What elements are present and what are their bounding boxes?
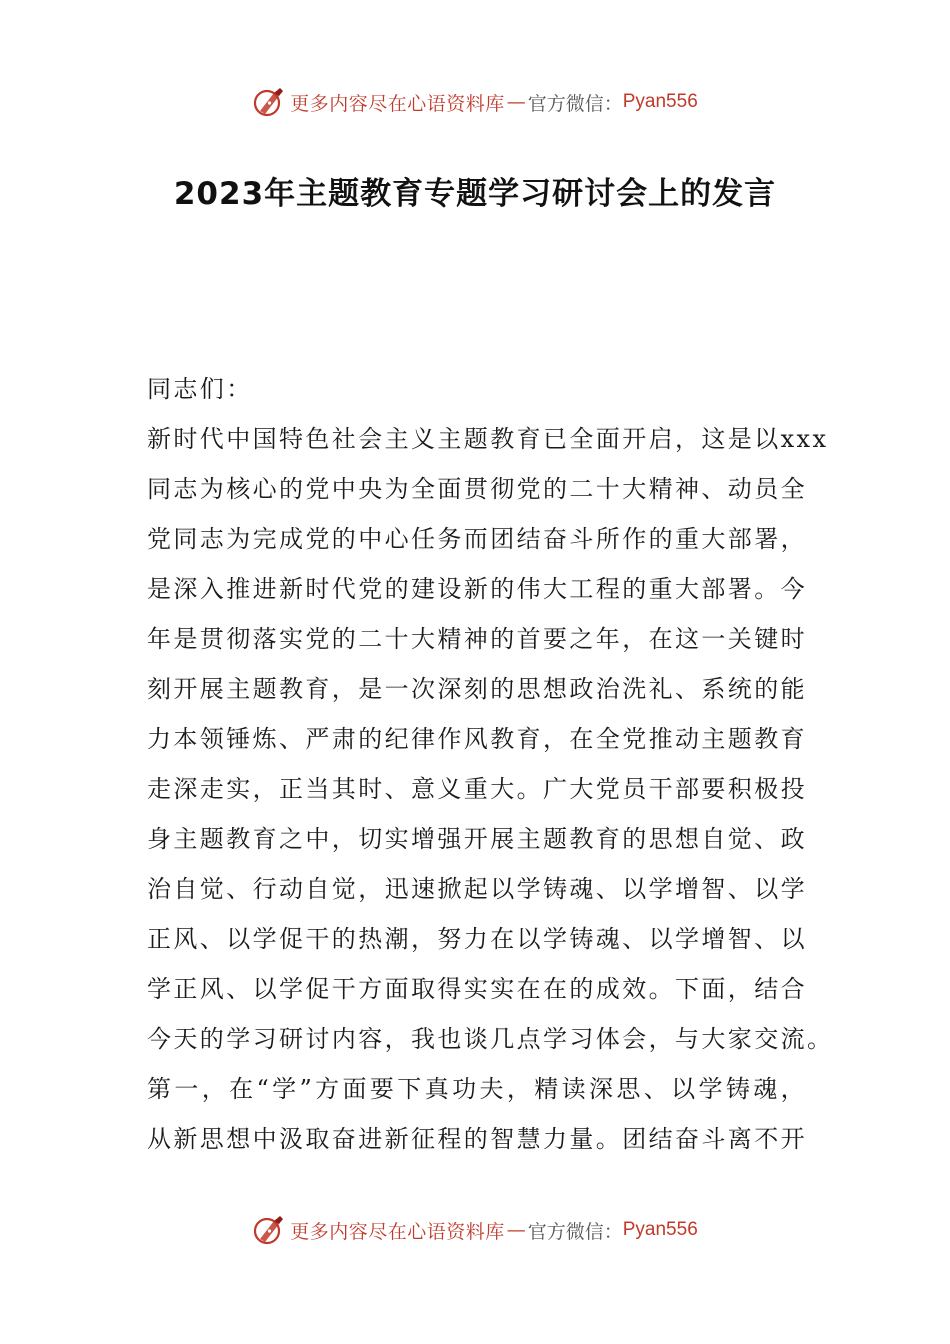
- body-line: 从新思想中汲取奋进新征程的智慧力量。团结奋斗离不开: [147, 1125, 807, 1153]
- header-banner: [0, 82, 950, 122]
- body-line: 正风、以学促干的热潮，努力在以学铸魂、以学增智、以: [147, 925, 807, 953]
- body-line: 党同志为完成党的中心任务而团结奋斗所作的重大部署，: [147, 525, 807, 553]
- pen-nib-logo-icon: [252, 1213, 286, 1247]
- body-line: 是深入推进新时代党的建设新的伟大工程的重大部署。今: [147, 575, 807, 603]
- banner-site-text: 更多内容尽在心语资料库: [290, 92, 505, 115]
- banner-separator: —: [506, 91, 526, 113]
- body-line: 治自觉、行动自觉，迅速掀起以学铸魂、以学增智、以学: [147, 875, 807, 903]
- banner-wechat-label: 官方微信：: [527, 92, 623, 115]
- body-line: 新时代中国特色社会主义主题教育已全面开启，这是以xxx: [147, 425, 829, 453]
- salutation: 同志们：: [147, 375, 253, 403]
- banner-separator: —: [506, 1219, 526, 1241]
- body-line: 学正风、以学促干方面取得实实在在的成效。下面，结合: [147, 975, 807, 1003]
- body-line: 身主题教育之中，切实增强开展主题教育的思想自觉、政: [147, 825, 807, 853]
- banner-wechat-id: Pyan556: [622, 1219, 698, 1240]
- body-line: 今天的学习研讨内容，我也谈几点学习体会，与大家交流。: [147, 1025, 834, 1053]
- banner-site-text: 更多内容尽在心语资料库: [290, 1220, 505, 1243]
- body-line: 第一，在“学”方面要下真功夫，精读深思、以学铸魂，: [147, 1075, 807, 1103]
- body-line: 年是贯彻落实党的二十大精神的首要之年，在这一关键时: [147, 625, 807, 653]
- document-body: [147, 364, 834, 1164]
- banner-wechat-id: Pyan556: [622, 91, 698, 112]
- footer-banner: [0, 1210, 950, 1250]
- body-line: 走深走实，正当其时、意义重大。广大党员干部要积极投: [147, 775, 807, 803]
- body-line: 同志为核心的党中央为全面贯彻党的二十大精神、动员全: [147, 475, 807, 503]
- body-line: 刻开展主题教育，是一次深刻的思想政治洗礼、系统的能: [147, 675, 807, 703]
- body-line: 力本领锤炼、严肃的纪律作风教育，在全党推动主题教育: [147, 725, 807, 753]
- banner-wechat-label: 官方微信：: [527, 1220, 623, 1243]
- document-title: 2023年主题教育专题学习研讨会上的发言: [173, 176, 777, 212]
- pen-nib-logo-icon: [252, 85, 286, 119]
